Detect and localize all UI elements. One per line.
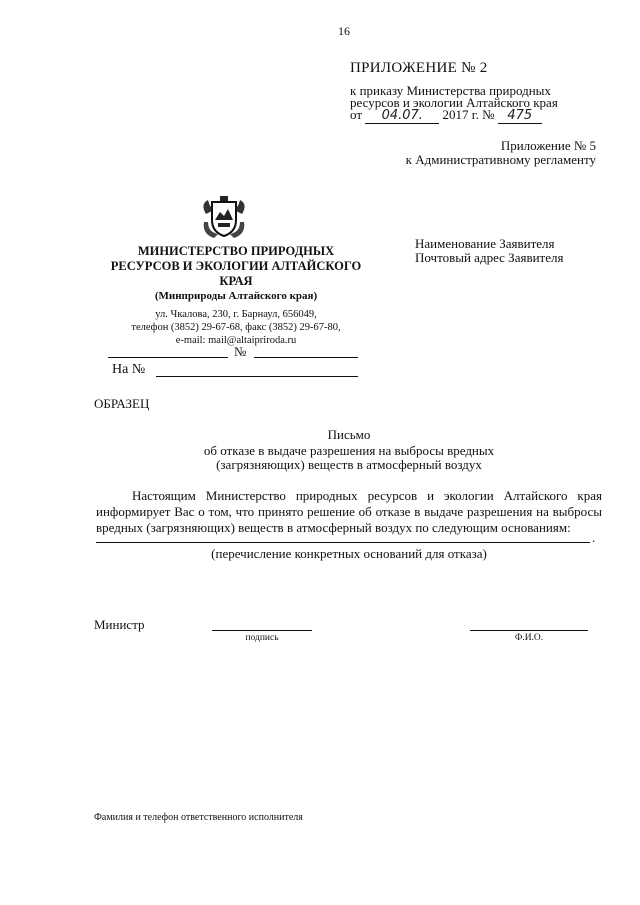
attachment-title: Приложение № 5: [500, 138, 596, 153]
appendix-title: ПРИЛОЖЕНИЕ № 2: [350, 60, 488, 76]
handwritten-number: 475: [498, 109, 542, 124]
date-prefix: от: [350, 107, 363, 122]
ministry-name: МИНИСТЕРСТВО ПРИРОДНЫХ РЕСУРСОВ И ЭКОЛОГИИ АЛТАЙСКОГО КРАЯ: [110, 244, 362, 288]
letter-subject-line-1: об отказе в выдаче разрешения на выбросы вредных: [203, 443, 495, 458]
reasons-line: [96, 542, 590, 543]
signer-position: Министр: [94, 617, 145, 632]
recipient-address-label: Почтовый адрес Заявителя: [415, 250, 564, 265]
appendix-line-1: к приказу Министерства природных: [350, 83, 551, 98]
appendix-date-line: [350, 108, 542, 124]
reg-number-label: №: [234, 344, 247, 359]
reg-number-line: [254, 357, 358, 358]
executor-label: Фамилия и телефон ответственного исполнителя: [94, 812, 303, 823]
ministry-address: ул. Чкалова, 230, г. Барнаул, 656049,: [155, 309, 317, 320]
page-number: 16: [338, 24, 350, 38]
reasons-caption: (перечисление конкретных оснований для отказа): [211, 546, 487, 561]
letter-body: Настоящим Министерство природных ресурсов и экологии Алтайского края информирует Вас о том, что принято решение об отказе в выдаче разрешения на выбросы вредных (загрязняющих) веществ в атмосферный воздух по следующим основаниям:: [96, 488, 602, 535]
full-name-line: [470, 630, 588, 631]
attachment-subtitle: к Административному регламенту: [405, 152, 596, 167]
reply-to-line: [156, 376, 358, 377]
ministry-phone: телефон (3852) 29-67-68, факс (3852) 29-67-80,: [131, 322, 341, 333]
letter-heading: Письмо: [327, 427, 371, 442]
ministry-email: e-mail: mail@altaipriroda.ru: [175, 335, 297, 346]
coat-of-arms-emblem: [196, 194, 252, 242]
reg-date-line: [108, 357, 228, 358]
ministry-short-name: (Минприроды Алтайского края): [154, 290, 318, 302]
sample-label: ОБРАЗЕЦ: [94, 396, 150, 411]
full-name-caption: Ф.И.О.: [514, 633, 544, 643]
reply-to-label: На №: [112, 362, 146, 377]
reasons-line-end: .: [592, 530, 596, 545]
handwritten-date: 04.07.: [365, 109, 439, 124]
letter-subject-line-2: (загрязняющих) веществ в атмосферный воздух: [216, 457, 482, 472]
signature-line: [212, 630, 312, 631]
signature-caption: подпись: [245, 633, 279, 643]
year-text: 2017 г. №: [442, 107, 495, 122]
appendix-line-2: ресурсов и экологии Алтайского края: [350, 95, 558, 110]
recipient-name-label: Наименование Заявителя: [415, 236, 555, 251]
